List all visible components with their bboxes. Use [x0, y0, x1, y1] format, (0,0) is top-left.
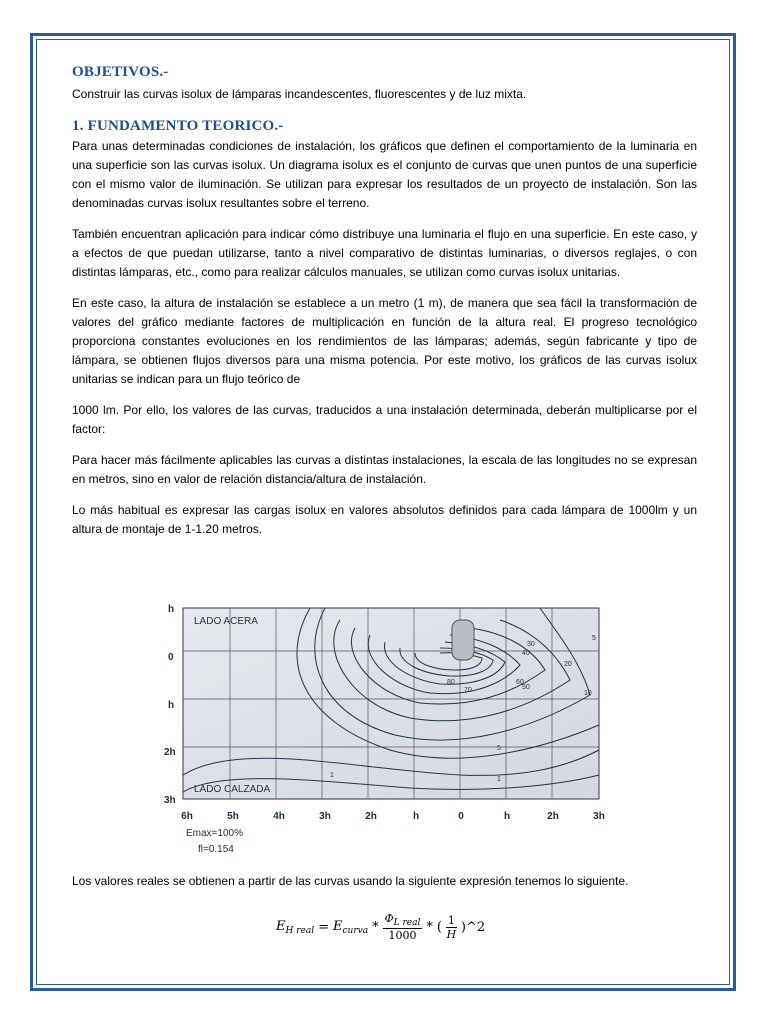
objectives-heading: OBJETIVOS.-: [72, 64, 169, 80]
svg-text:0: 0: [168, 652, 174, 663]
fl-note: fl=0.154: [198, 844, 234, 855]
section1-heading: 1. FUNDAMENTO TEORICO.-: [72, 118, 284, 134]
emax-note: Emax=100%: [186, 828, 243, 839]
svg-text:10: 10: [584, 690, 592, 697]
svg-text:50: 50: [522, 684, 530, 691]
isolux-diagram: [160, 600, 610, 862]
svg-text:5: 5: [497, 745, 501, 752]
svg-text:40: 40: [522, 650, 530, 657]
formula-intro: Los valores reales se obtienen a partir de las curvas usando la siguiente expresión tenemos lo siguiente.: [72, 874, 629, 888]
svg-text:0: 0: [458, 811, 464, 822]
formula: $E_{H real}$ = $E_{curva}$ * $\frac{\Phi_{L real}}{1000}$ * ( $\frac{1}{H}$ )^2: [276, 912, 486, 942]
svg-text:5: 5: [592, 635, 596, 642]
svg-text:1: 1: [497, 776, 501, 783]
formula-flux-fraction: $\frac{\Phi_{L real}}{1000}$: [384, 912, 421, 942]
isolux-figure: [160, 600, 610, 862]
svg-text:60: 60: [516, 679, 524, 686]
y-axis-ticks: [164, 604, 176, 806]
svg-text:6h: 6h: [181, 811, 193, 822]
paragraph-4: 1000 lm. Por ello, los valores de las curvas, traducidos a una instalación determinada, deberán multiplicarse por el factor:: [72, 403, 697, 436]
svg-text:70: 70: [464, 687, 472, 694]
formula-ecurva: $E_{curva}$: [333, 918, 369, 936]
svg-text:30: 30: [527, 641, 535, 648]
svg-text:h: h: [412, 811, 420, 822]
paragraph-2: También encuentran aplicación para indicar cómo distribuye una luminaria el flujo en una superficie. En este caso, y a efectos de que puedan utilizarse, tanto a nivel comparativo de distintas luminarias, o diversos reglajes, o con distintas lámparas, etc., como para realizar cálculos manuales, se utilizan como curvas isolux unitarias.: [72, 227, 697, 279]
paragraph-3: En este caso, la altura de instalación se establece a un metro (1 m), de manera que sea fácil la transformación de valores del gráfico mediante factores de multiplicación en función de la altura real. El progreso tecnológico proporciona constantes evoluciones en los rendimientos de las lámparas; además, según fabricante y tipo de lámpara, se obtienen flujos diversos para una misma potencia. Por este motivo, los gráficos de las curvas isolux unitarias se indican para un flujo teórico de: [72, 296, 697, 386]
svg-text:4h: 4h: [273, 811, 285, 822]
paragraph-1: Para unas determinadas condiciones de instalación, los gráficos que definen el comportamiento de la luminaria en una superficie son las curvas isolux. Un diagrama isolux es el conjunto de curvas que unen puntos de una superficie con el mismo valor de iluminación. Se utilizan para expresar los resultados de un proyecto de instalación. Son las denominadas curvas isolux resultantes sobre el terreno.: [72, 139, 697, 210]
label-lado-calzada: LADO CALZADA: [194, 784, 271, 795]
x-axis-ticks: [181, 811, 605, 822]
svg-text:3h: 3h: [164, 795, 176, 806]
svg-text:2h: 2h: [547, 811, 559, 822]
svg-text:2h: 2h: [365, 811, 377, 822]
document-body: [72, 64, 697, 539]
formula-lhs: $E_{H real}$: [276, 918, 315, 936]
svg-text:20: 20: [564, 661, 572, 668]
svg-text:3h: 3h: [319, 811, 331, 822]
svg-text:3h: 3h: [593, 811, 605, 822]
paragraph-6: Lo más habitual es expresar las cargas isolux en valores absolutos definidos para cada lámpara de 1000lm y un altura de montaje de 1-1.20 metros.: [72, 503, 697, 536]
luminaire-icon: [452, 620, 474, 660]
formula-height-fraction: $\frac{1}{H}$: [446, 913, 457, 941]
paragraph-5: Para hacer más fácilmente aplicables las curvas a distintas instalaciones, la escala de las longitudes no se expresan en metros, sino en valor de relación distancia/altura de instalación.: [72, 453, 697, 486]
label-lado-acera: LADO ACERA: [194, 616, 258, 627]
svg-text:80: 80: [447, 679, 455, 686]
objectives-text: Construir las curvas isolux de lámparas incandescentes, fluorescentes y de luz mixta.: [72, 87, 527, 101]
svg-text:2h: 2h: [164, 747, 176, 758]
svg-text:5h: 5h: [227, 811, 239, 822]
svg-text:h: h: [168, 700, 175, 711]
svg-text:h: h: [168, 604, 175, 615]
svg-text:1: 1: [330, 772, 334, 779]
svg-text:h: h: [503, 811, 511, 822]
